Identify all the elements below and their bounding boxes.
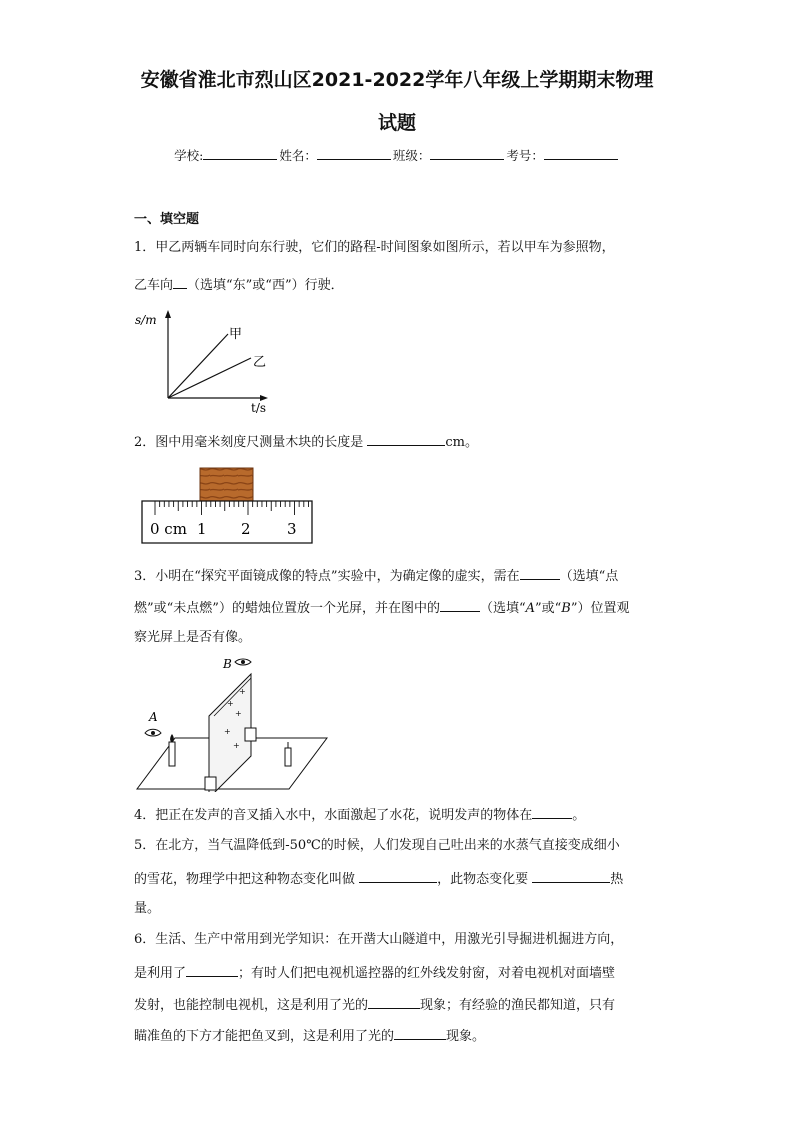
y-axis-label: s/m [135,313,157,327]
q6-text-f: 现象。 [446,1029,486,1044]
svg-text:+: + [233,741,240,750]
q2-ruler-figure [140,465,318,547]
ruler-tick-label-2: 2 [241,520,251,538]
svg-text:+: + [235,709,242,718]
q3-text-e: ”或“ [535,601,562,616]
q3-answer-blank-1[interactable] [520,567,560,580]
y-axis-arrow [165,310,171,318]
position-b-label: B [223,657,232,671]
q5-answer-blank-2[interactable] [532,870,610,883]
school-blank[interactable] [203,147,277,160]
eye-a-pupil [151,731,155,735]
q2-text-a: 2．图中用毫米刻度尺测量木块的长度是 [134,435,368,450]
ruler-tick-label-1: 1 [197,520,207,538]
q2-text-b: cm。 [445,435,479,450]
svg-text:+: + [239,687,246,696]
question-6-line-1: 6．生活、生产中常用到光学知识：在开凿大山隧道中，用激光引导掘进机掘进方向， [134,932,624,947]
q1-text-b: （选填“东”或“西”）行驶． [187,278,344,293]
q4-text-b: 。 [572,808,586,823]
question-6-line-4 [134,1027,664,1045]
q6-text-c: 发射，也能控制电视机，这是利用了光的 [134,998,369,1013]
q6-text-a: 是利用了 [134,966,187,981]
question-2-line-1 [134,433,664,451]
x-axis-label: t/s [251,401,267,415]
page-title-continued: 试题 [377,112,416,134]
line-jia [168,334,228,398]
class-field [393,146,507,164]
glass-stand [205,777,216,790]
q6-answer-blank-2[interactable] [368,996,420,1009]
label-yi: 乙 [253,355,267,370]
name-blank[interactable] [317,147,391,160]
q3-option-b: B [561,601,571,616]
q6-text-b: ；有时人们把电视机遥控器的红外线发射窗，对着电视机对面墙壁 [238,966,616,981]
line-yi [168,358,251,398]
page-title: 安徽省淮北市烈山区2021-2022学年八年级上学期期末物理 [140,69,654,91]
q3-text-b: （选填“点 [559,569,619,584]
q6-answer-blank-3[interactable] [394,1027,446,1040]
question-5-line-1: 5．在北方，当气温降低到-50℃的时候，人们发现自己吐出来的水蒸气直接变成细小 [134,838,620,853]
svg-text:+: + [224,727,231,736]
exam-number-label: 考号： [506,148,544,163]
q5-text-c: 热 [610,872,624,887]
q1-text-a: 乙车向 [134,278,174,293]
ruler-unit-label: 0 cm [150,520,187,538]
q5-answer-blank-1[interactable] [359,870,437,883]
q3-answer-blank-2[interactable] [440,599,480,612]
question-3-line-1 [134,567,664,585]
q1-answer-blank[interactable] [173,276,187,289]
section-heading: 一、填空题 [134,212,200,227]
q3-text-c: 燃”或“未点燃”）的蜡烛位置放一个光屏，并在图中的 [134,601,440,616]
position-a-label: A [149,710,158,724]
candle-flame [170,734,174,742]
q3-plane-mirror-figure [135,656,330,792]
q5-text-b: ，此物态变化要 [437,872,533,887]
exam-number-blank[interactable] [544,147,618,160]
q3-text-f: ”）位置观 [570,601,630,616]
student-info-row [0,146,794,164]
school-label: 学校: [174,148,204,163]
class-label: 班级： [392,148,431,163]
q3-text-a: 3．小明在“探究平面镜成像的特点”实验中，为确定像的虚实，需在 [134,569,520,584]
q6-text-d: 现象；有经验的渔民都知道，只有 [420,998,616,1013]
q1-distance-time-graph [133,306,275,416]
q2-answer-blank[interactable] [367,433,445,446]
candle-lit [169,742,175,766]
question-6-line-2 [134,964,664,982]
question-6-line-3 [134,996,664,1014]
q3-option-a: A [525,601,535,616]
question-1-line-1: 1．甲乙两辆车同时向东行驶，它们的路程-时间图象如图所示，若以甲车为参照物， [134,240,615,255]
q6-text-e: 瞄准鱼的下方才能把鱼叉到，这是利用了光的 [134,1029,395,1044]
wood-block [200,468,253,501]
glass-stand-back [245,728,256,741]
school-field [174,146,279,164]
question-3-line-3: 察光屏上是否有像。 [134,630,252,645]
q3-text-d: （选填“ [479,601,526,616]
question-5-line-2 [134,870,664,888]
question-3-line-2 [134,599,664,617]
question-5-line-3: 量。 [134,901,161,916]
class-blank[interactable] [430,147,504,160]
name-label: 姓名： [279,148,317,163]
name-field [279,146,393,164]
label-jia: 甲 [229,327,243,342]
ruler-tick-label-3: 3 [287,520,297,538]
q4-answer-blank[interactable] [532,806,572,819]
candle-unlit [285,748,291,766]
eye-b-pupil [241,660,245,664]
question-1-line-2 [134,276,664,294]
q4-text-a: 4．把正在发声的音叉插入水中，水面激起了水花，说明发声的物体在 [134,808,533,823]
q5-text-a: 的雪花，物理学中把这种物态变化叫做 [134,872,360,887]
q6-answer-blank-1[interactable] [186,964,238,977]
question-4-line-1 [134,806,664,824]
exam-number-field [506,146,620,164]
svg-text:+: + [227,699,234,708]
